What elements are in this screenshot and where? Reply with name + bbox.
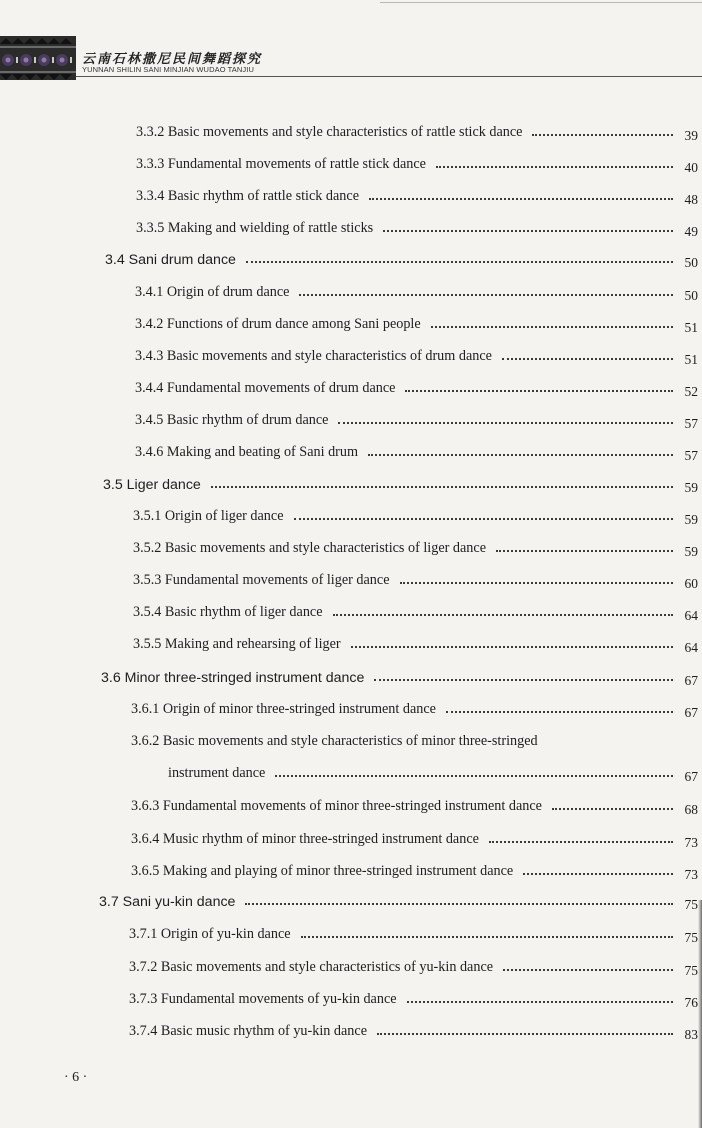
toc-dot-leader xyxy=(211,486,673,488)
toc-dot-leader xyxy=(431,326,673,328)
toc-entry[interactable] xyxy=(135,279,698,301)
toc-dot-leader xyxy=(294,518,674,520)
toc-entry-title: 3.3.4 Basic rhythm of rattle stick dance xyxy=(136,188,359,204)
toc-entry-title: 3.6.4 Music rhythm of minor three-stringed instrument dance xyxy=(131,831,479,847)
toc-section-entry[interactable] xyxy=(99,888,698,910)
toc-entry-page: 64 xyxy=(684,608,698,623)
toc-dot-leader xyxy=(246,261,673,263)
toc-entry[interactable] xyxy=(131,696,698,718)
toc-entry-page: 50 xyxy=(684,288,698,303)
toc-entry-title: 3.6.5 Making and playing of minor three-stringed instrument dance xyxy=(131,863,514,879)
toc-dot-leader xyxy=(503,969,673,971)
toc-entry[interactable] xyxy=(135,343,698,365)
toc-entry[interactable] xyxy=(133,567,698,589)
toc-entry-page: 51 xyxy=(684,320,698,335)
toc-entry-title: 3.5.1 Origin of liger dance xyxy=(133,508,284,524)
toc-entry-title: 3.5.4 Basic rhythm of liger dance xyxy=(133,604,323,620)
toc-dot-leader xyxy=(368,454,673,456)
toc-entry-page: 57 xyxy=(684,416,698,431)
toc-entry[interactable] xyxy=(133,631,698,653)
toc-section-entry[interactable] xyxy=(101,664,698,686)
toc-entry[interactable] xyxy=(131,858,698,880)
toc-entry-page: 59 xyxy=(684,544,698,559)
toc-dot-leader xyxy=(351,646,673,648)
page-number: · 6 · xyxy=(64,1070,88,1085)
top-rule xyxy=(380,2,702,3)
spine-shadow xyxy=(698,900,702,1128)
toc-dot-leader xyxy=(369,198,673,200)
toc-entry-title: instrument dance xyxy=(168,765,266,781)
toc-dot-leader xyxy=(299,294,673,296)
toc-dot-leader xyxy=(532,134,673,136)
toc-entry-title: 3.7.1 Origin of yu-kin dance xyxy=(129,926,291,942)
book-title-english: YUNNAN SHILIN SANI MINJIAN WUDAO TANJIU xyxy=(82,65,254,74)
toc-entry-page: 67 xyxy=(684,673,698,688)
toc-entry-title: 3.4.6 Making and beating of Sani drum xyxy=(135,444,359,460)
toc-entry-page: 67 xyxy=(684,705,698,720)
toc-entry-title: 3.4 Sani drum dance xyxy=(105,252,236,268)
toc-entry-page: 39 xyxy=(684,128,698,143)
toc-entry-page: 68 xyxy=(684,802,698,817)
toc-entry-page: 83 xyxy=(684,1027,698,1042)
toc-entry[interactable] xyxy=(129,954,698,976)
toc-entry[interactable] xyxy=(136,151,698,173)
toc-section-entry[interactable] xyxy=(105,246,698,268)
toc-dot-leader xyxy=(446,711,673,713)
toc-entry-title: 3.7.3 Fundamental movements of yu-kin dance xyxy=(129,991,397,1007)
running-header xyxy=(0,36,702,82)
toc-entry-title: 3.7.2 Basic movements and style characteristics of yu-kin dance xyxy=(129,959,494,975)
toc-entry[interactable] xyxy=(129,986,698,1008)
toc-entry-page: 64 xyxy=(684,640,698,655)
toc-dot-leader xyxy=(275,775,673,777)
toc-entry-page: 59 xyxy=(684,480,698,495)
toc-entry-title: 3.6.3 Fundamental movements of minor three-stringed instrument dance xyxy=(131,798,542,814)
toc-entry-title: 3.7.4 Basic music rhythm of yu-kin dance xyxy=(129,1023,367,1039)
toc-dot-leader xyxy=(489,841,673,843)
toc-entry[interactable] xyxy=(133,535,698,557)
toc-dot-leader xyxy=(383,230,673,232)
book-title-chinese: 云南石林撒尼民间舞蹈探究 xyxy=(82,52,263,67)
toc-entry[interactable] xyxy=(136,215,698,237)
toc-entry[interactable] xyxy=(133,503,698,525)
toc-dot-leader xyxy=(407,1001,673,1003)
toc-entry[interactable] xyxy=(135,407,698,429)
toc-entry-title: 3.4.3 Basic movements and style characteristics of drum dance xyxy=(135,348,492,364)
toc-dot-leader xyxy=(374,679,673,681)
toc-dot-leader xyxy=(301,936,673,938)
toc-dot-leader xyxy=(496,550,673,552)
toc-entry-page: 75 xyxy=(684,963,698,978)
toc-entry-title: 3.3.2 Basic movements and style characteristics of rattle stick dance xyxy=(136,124,523,140)
toc-entry-title: 3.3.5 Making and wielding of rattle sticks xyxy=(136,220,374,236)
toc-dot-leader xyxy=(333,614,673,616)
toc-entry[interactable] xyxy=(135,439,698,461)
toc-entry-page: 59 xyxy=(684,512,698,527)
ethnic-pattern-band-icon xyxy=(0,36,76,80)
toc-entry-page: 75 xyxy=(684,930,698,945)
toc-entry-title: 3.6 Minor three-stringed instrument dance xyxy=(101,670,365,686)
toc-entry-page: 73 xyxy=(684,867,698,882)
toc-entry[interactable] xyxy=(135,311,698,333)
toc-entry-title: 3.5.5 Making and rehearsing of liger xyxy=(133,636,341,652)
toc-entry-page: 73 xyxy=(684,835,698,850)
toc-section-entry[interactable] xyxy=(103,471,698,493)
toc-entry[interactable] xyxy=(136,183,698,205)
toc-entry-page: 50 xyxy=(684,255,698,270)
toc-entry-title: 3.5 Liger dance xyxy=(103,477,201,493)
toc-dot-leader xyxy=(405,390,673,392)
toc-dot-leader xyxy=(338,422,673,424)
toc-entry[interactable] xyxy=(168,760,698,782)
toc-dot-leader xyxy=(377,1033,673,1035)
toc-entry-page: 76 xyxy=(684,995,698,1010)
toc-entry-page: 51 xyxy=(684,352,698,367)
toc-entry-title: 3.3.3 Fundamental movements of rattle stick dance xyxy=(136,156,426,172)
toc-entry-page: 49 xyxy=(684,224,698,239)
header-rule xyxy=(76,76,702,77)
toc-entry[interactable] xyxy=(131,826,698,848)
toc-entry-title: 3.4.2 Functions of drum dance among Sani people xyxy=(135,316,421,332)
toc-entry-title: 3.6.1 Origin of minor three-stringed instrument dance xyxy=(131,701,436,717)
toc-entry-title-line1: 3.6.2 Basic movements and style characteristics of minor three-stringed xyxy=(131,733,538,749)
toc-entry[interactable] xyxy=(133,599,698,621)
toc-entry[interactable] xyxy=(136,119,698,141)
toc-entry[interactable] xyxy=(135,375,698,397)
toc-entry-page: 60 xyxy=(684,576,698,591)
toc-dot-leader xyxy=(523,873,673,875)
toc-entry-page: 75 xyxy=(684,897,698,912)
toc-entry-title: 3.5.2 Basic movements and style characteristics of liger dance xyxy=(133,540,486,556)
toc-entry-page: 48 xyxy=(684,192,698,207)
toc-entry-title: 3.5.3 Fundamental movements of liger dance xyxy=(133,572,390,588)
toc-entry-page: 40 xyxy=(684,160,698,175)
toc-dot-leader xyxy=(245,903,673,905)
toc-dot-leader xyxy=(400,582,674,584)
toc-entry-title: 3.4.1 Origin of drum dance xyxy=(135,284,290,300)
toc-dot-leader xyxy=(552,808,673,810)
toc-entry-title: 3.4.4 Fundamental movements of drum dance xyxy=(135,380,396,396)
toc-entry-title: 3.7 Sani yu-kin dance xyxy=(99,894,236,910)
toc-entry-page: 52 xyxy=(684,384,698,399)
toc-entry-title: 3.4.5 Basic rhythm of drum dance xyxy=(135,412,329,428)
toc-entry[interactable] xyxy=(131,793,698,815)
toc-entry-page: 67 xyxy=(684,769,698,784)
toc-entry[interactable] xyxy=(129,1018,698,1040)
toc-dot-leader xyxy=(502,358,673,360)
toc-entry[interactable] xyxy=(129,921,698,943)
toc-dot-leader xyxy=(436,166,673,168)
toc-entry-page: 57 xyxy=(684,448,698,463)
